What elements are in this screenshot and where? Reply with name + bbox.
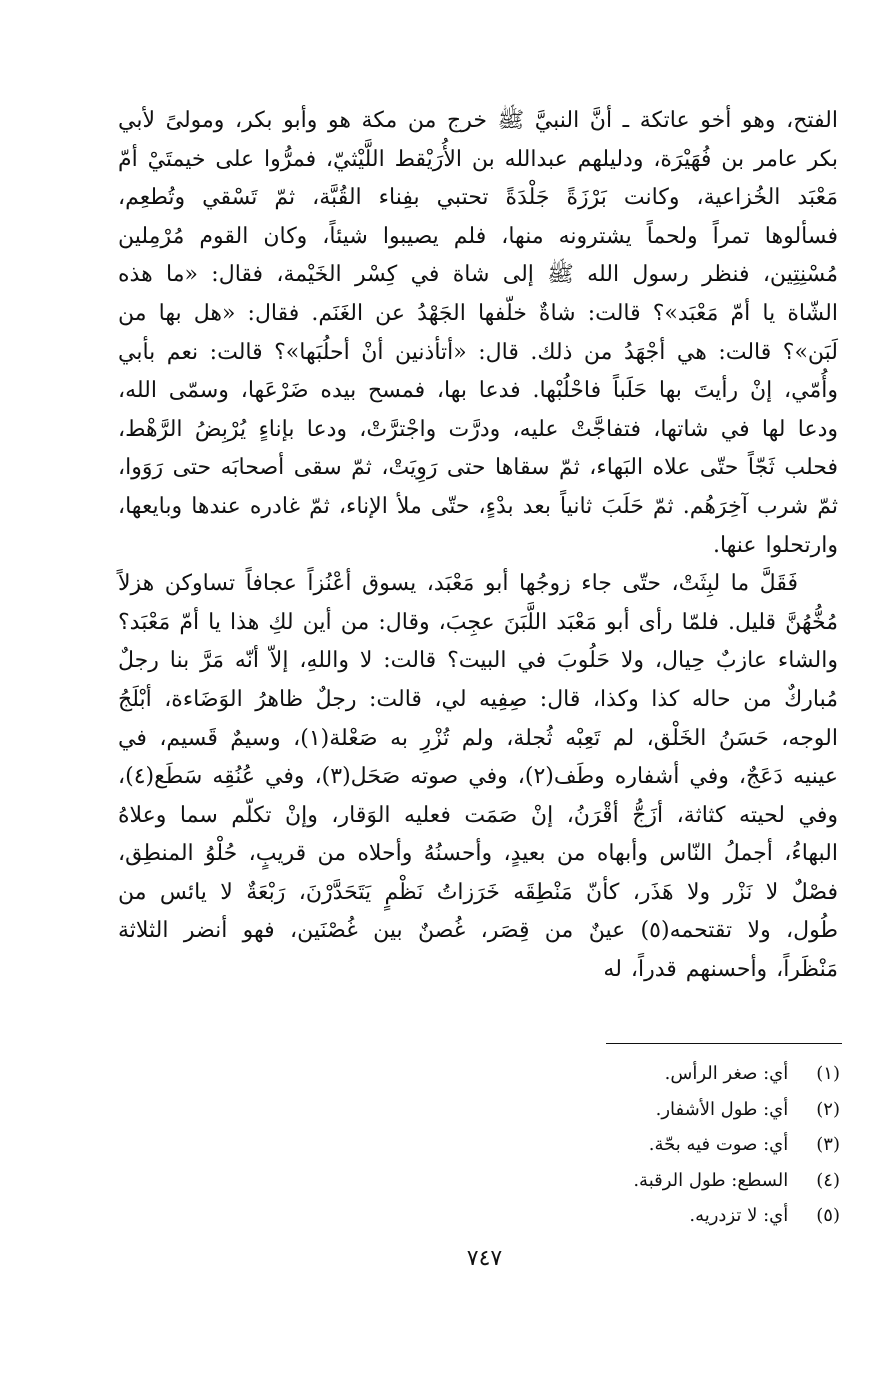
footnote-number: (٣) — [816, 1134, 840, 1155]
footnotes — [500, 1056, 840, 1234]
paragraph-2: فَقَلَّ ما لبِثَتْ، حتّى جاء زوجُها أبو مَعْبَد، يسوق أعْنُزاً عجافاً تساوكن هزلاً مُخُّهُنَّ قليل. فلمّا رأى أبو مَعْبَد اللَّبَنَ عجِبَ، وقال: من أين لكِ هذا يا أمّ مَعْبَد؟ والشاء عازبٌ حِيال، ولا حَلُوبَ في البيت؟ قالت: لا واللهِ، إلاّ أنّه مَرَّ بنا رجلٌ مُباركٌ من حاله كذا وكذا، قال: صِفِيه لي، قالت: رجلٌ ظاهرُ الوَضَاءة، أبْلَجُ الوجه، حَسَنُ الخَلْق، لم تَعِبْه ثُجلة، ولم تُزْرِ به صَعْلة(١)، وسيمٌ قَسيم، في عينيه دَعَجٌ، وفي أشفاره وطَف(٢)، وفي صوته صَحَل(٣)، وفي عُنُقِه سَطَع(٤)، وفي لحيته كثاثة، أزَجُّ أقْرَنُ، إنْ صَمَت فعليه الوَقار، وإنْ تكلّم سما وعلاهُ البهاءُ، أجملُ النّاس وأبهاه من بعيدٍ، وأحسنُهُ وأحلاه من قريبٍ، حُلْوُ المنطِق، فصْلٌ لا نَزْر ولا هَذَر، كأنّ مَنْطِقَه خَرَزاتُ نَظْمٍ يَتَحَدَّرْنَ، رَبْعَةٌ لا يائس من طُول، ولا تقتحمه(٥) عينٌ من قِصَر، غُصنٌ بين غُصْنَين، فهو أنضر الثلاثة مَنْظَراً، وأحسنهم قدراً، له — [118, 571, 839, 983]
footnote-text: أي: لا تزدريه. — [689, 1205, 789, 1226]
footnote-number: (٥) — [816, 1205, 840, 1226]
footnote-text: أي: طول الأشفار. — [655, 1098, 789, 1120]
footnote-3 — [500, 1127, 840, 1163]
footnote-text: السطع: طول الرقبة. — [633, 1169, 789, 1191]
footnote-number: (٢) — [816, 1098, 840, 1120]
main-text — [118, 102, 839, 983]
page-number — [0, 1246, 873, 1271]
footnote-4 — [500, 1163, 840, 1199]
page-number-text: ٧٤٧ — [466, 1246, 503, 1271]
footnote-separator — [606, 1043, 842, 1044]
footnote-number: (١) — [816, 1063, 840, 1084]
footnote-text: أي: صوت فيه بحّة. — [648, 1134, 789, 1155]
footnote-5 — [500, 1198, 840, 1234]
footnote-text: أي: صغر الرأس. — [664, 1063, 789, 1084]
paragraph-1: الفتح، وهو أخو عاتكة ـ أنَّ النبيَّ ﷺ خرج من مكة هو وأبو بكر، ومولىً لأبي بكر عامر بن فُهَيْرَة، ودليلهم عبدالله بن الأُرَيْقط اللَّيْثيّ، فمرُّوا على خيمتَيْ أمّ مَعْبَد الخُزاعية، وكانت بَرْزَةً جَلْدَةً تحتبي بفِناء القُبَّة، ثمّ تَسْقي وتُطعِم، فسألوها تمراً ولحماً يشترونه منها، فلم يصيبوا شيئاً، وكان القوم مُرْمِلين مُسْنِتِين، فنظر رسول الله ﷺ إلى شاة في كِسْر الخَيْمة، فقال: «ما هذه الشّاة يا أمّ مَعْبَد»؟ قالت: شاةٌ خلّفها الجَهْدُ عن الغَنَم. فقال: «هل بها من لَبَن»؟ قالت: هي أجْهَدُ من ذلك. قال: «أتأذنين أنْ أحلُبَها»؟ قالت: نعم بأبي وأُمّي، إنْ رأيتَ بها حَلَباً فاحْلُبْها. فدعا بها، فمسح بيده ضَرْعَها، وسمّى الله، ودعا لها في شاتها، فتفاجَّتْ عليه، ودرَّت واجْترَّتْ، ودعا بإناءٍ يُرْبِضُ الرَّهْط، فحلب ثَجّاً حتّى علاه البَهاء، ثمّ سقاها حتى رَوِيَتْ، ثمّ سقى أصحابَه حتى رَوَوا، ثمّ شرب آخِرَهُم. ثمّ حَلَبَ ثانياً بعد بدْءٍ، حتّى ملأ الإناء، ثمّ غادره عندها وبايعها، وارتحلوا عنها. — [118, 108, 838, 558]
footnote-1 — [500, 1056, 840, 1092]
footnote-2 — [500, 1092, 840, 1128]
footnote-number: (٤) — [816, 1169, 840, 1191]
